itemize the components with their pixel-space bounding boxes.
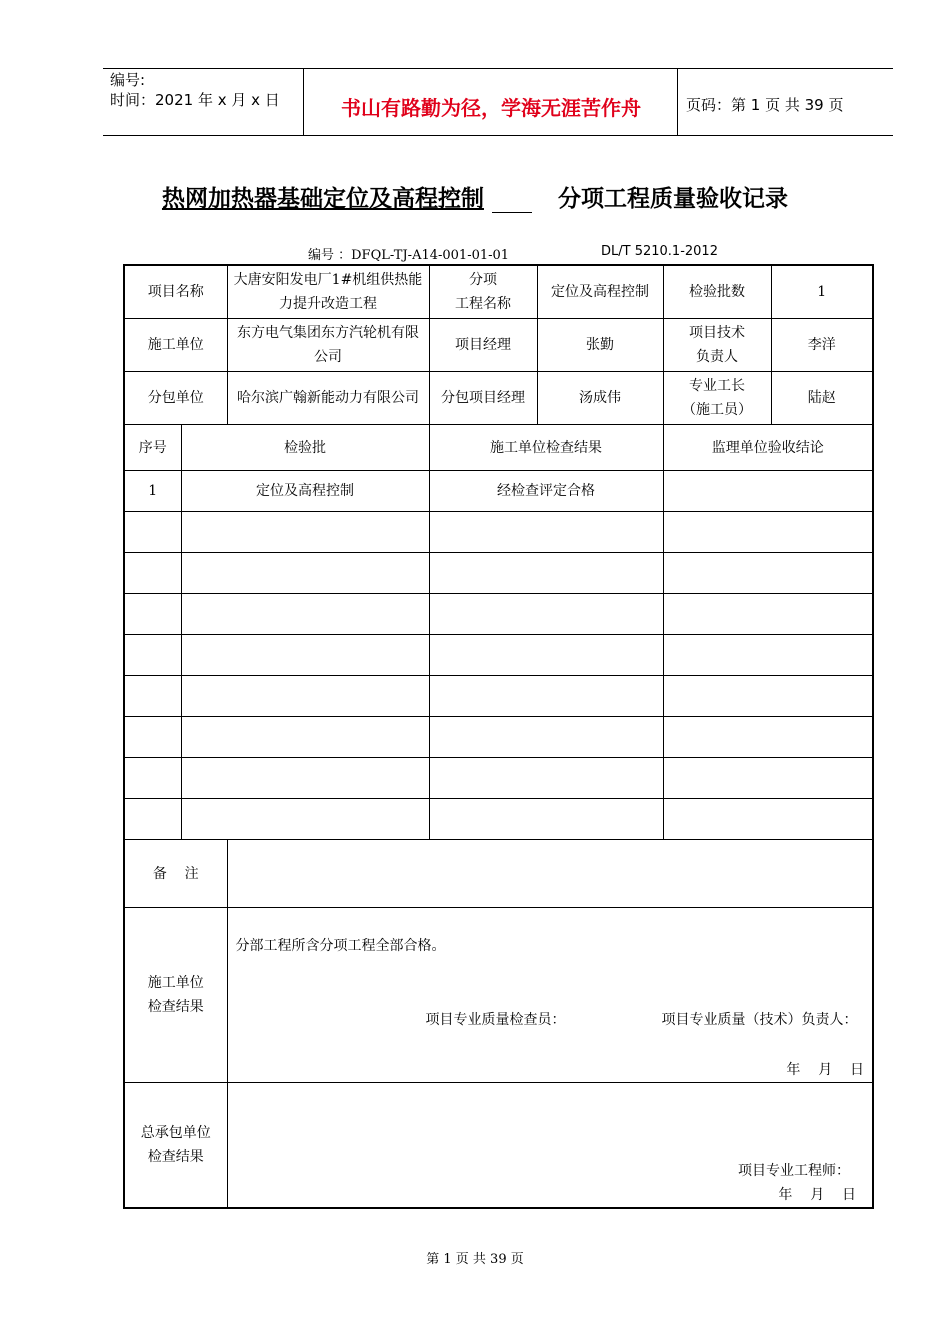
table-row <box>124 676 873 717</box>
table-row <box>124 594 873 635</box>
row-batch: 定位及高程控制 <box>181 471 429 512</box>
header-top-rule <box>103 68 893 69</box>
number-label: 编号: <box>110 71 146 89</box>
batch-count-label: 检验批数 <box>663 265 771 319</box>
project-name: 大唐安阳发电厂1#机组供热能力提升改造工程 <box>227 265 429 319</box>
page-info: 页码：第 1 页 共 39 页 <box>686 96 844 114</box>
header-contractor-result: 施工单位检查结果 <box>429 425 663 471</box>
general-contractor-content <box>227 1083 873 1209</box>
table-row <box>124 471 873 512</box>
header-left <box>110 70 280 110</box>
general-contractor-label: 总承包单位 检查结果 <box>124 1083 227 1209</box>
quality-lead-sign: 项目专业质量（技术）负责人： <box>661 1012 858 1028</box>
quality-inspector-sign: 项目专业质量检查员： <box>425 1012 566 1028</box>
page-footer: 第 1 页 共 39 页 <box>426 1252 524 1267</box>
contractor: 东方电气集团东方汽轮机有限公司 <box>227 319 429 372</box>
foreman-label: 专业工长 （施工员） <box>663 372 771 425</box>
remarks-label: 备 注 <box>124 840 227 908</box>
time-label: 时间：2021 年 x 月 x 日 <box>110 91 280 109</box>
table-row <box>124 799 873 840</box>
contractor-check-content <box>227 908 873 1083</box>
motto: 书山有路勤为径，学海无涯苦作舟 <box>341 96 641 120</box>
table-row <box>124 717 873 758</box>
standard-code: DL/T 5210.1-2012 <box>601 244 718 259</box>
row-contractor-result: 经检查评定合格 <box>429 471 663 512</box>
header-batch: 检验批 <box>181 425 429 471</box>
doc-number: 编号 ：DFQL-TJ-A14-001-01-01 <box>308 248 510 263</box>
subcontractor-label: 分包单位 <box>124 372 227 425</box>
row-supervisor-conclusion <box>663 471 873 512</box>
foreman: 陆赵 <box>771 372 873 425</box>
title-underline-gap <box>492 192 532 213</box>
engineer-sign: 项目专业工程师： <box>738 1163 850 1179</box>
header-divider-2 <box>677 68 678 136</box>
header-bottom-rule <box>103 135 893 136</box>
sub-pm-label: 分包项目经理 <box>429 372 537 425</box>
inspection-record-table <box>123 264 874 1209</box>
header-supervisor-conclusion: 监理单位验收结论 <box>663 425 873 471</box>
table-row <box>124 635 873 676</box>
contractor-check-date: 年 月 日 <box>786 1062 864 1078</box>
row-seq: 1 <box>124 471 181 512</box>
project-name-label: 项目名称 <box>124 265 227 319</box>
table-row <box>124 553 873 594</box>
sub-pm: 汤成伟 <box>537 372 663 425</box>
header-seq: 序号 <box>124 425 181 471</box>
header-divider-1 <box>303 68 304 136</box>
contractor-label: 施工单位 <box>124 319 227 372</box>
pm-label: 项目经理 <box>429 319 537 372</box>
title-main: 分项工程质量验收记录 <box>558 186 789 212</box>
general-contractor-date: 年 月 日 <box>778 1187 856 1203</box>
document-title <box>0 180 950 213</box>
remarks-content <box>227 840 873 908</box>
tech-lead-label: 项目技术 负责人 <box>663 319 771 372</box>
sub-project-label: 分项 工程名称 <box>429 265 537 319</box>
pm: 张勤 <box>537 319 663 372</box>
tech-lead: 李洋 <box>771 319 873 372</box>
contractor-check-text: 分部工程所含分项工程全部合格。 <box>235 938 446 954</box>
table-row <box>124 758 873 799</box>
table-row <box>124 512 873 553</box>
contractor-check-label: 施工单位 检查结果 <box>124 908 227 1083</box>
sub-project: 定位及高程控制 <box>537 265 663 319</box>
batch-count: 1 <box>771 265 873 319</box>
subcontractor: 哈尔滨广翰新能动力有限公司 <box>227 372 429 425</box>
title-project: 热网加热器基础定位及高程控制 <box>161 186 484 212</box>
